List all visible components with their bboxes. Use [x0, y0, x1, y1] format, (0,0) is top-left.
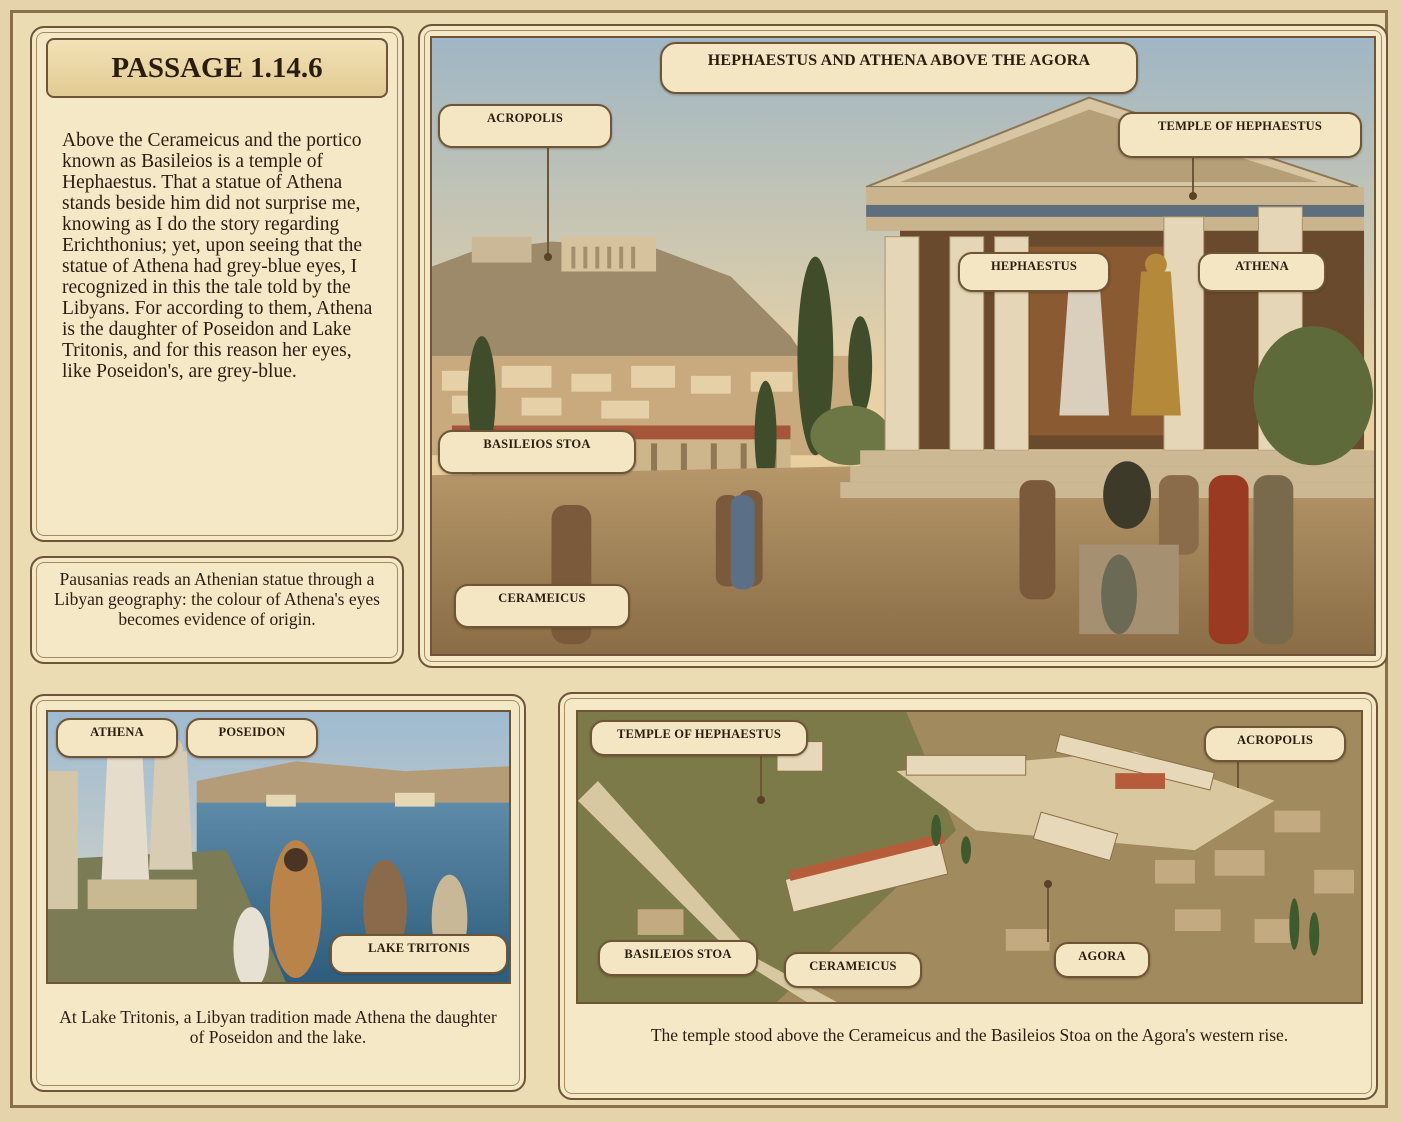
- lake-label-poseidon: POSEIDON: [186, 718, 318, 758]
- temple-leader-line: [1192, 156, 1194, 196]
- temple-marker: [1189, 192, 1197, 200]
- passage-note: Pausanias reads an Athenian statue through a Libyan geography: the colour of Athena's eyes becomes evidence of origin.: [54, 569, 380, 629]
- main-scene-title: HEPHAESTUS AND ATHENA ABOVE THE AGORA: [660, 42, 1138, 94]
- map-temple-leader-line: [760, 754, 762, 800]
- acropolis-marker: [544, 253, 552, 261]
- map-agora-marker: [1044, 880, 1052, 888]
- passage-text: Above the Cerameicus and the portico known as Basileios is a temple of Hephaestus. That a statue of Athena stands beside him did not surprise me, knowing as I do the story regarding Erichthonius; yet, upon seeing that the statue of Athena had grey-blue eyes, I recognized in this the tale told by the Libyans. For according to them, Athena is the daughter of Poseidon and Lake Tritonis, and for this reason her eyes, like Poseidon's, are grey-blue.: [62, 130, 373, 382]
- label-cerameicus: CERAMEICUS: [454, 584, 630, 628]
- lake-label-lake-tritonis: LAKE TRITONIS: [330, 934, 508, 974]
- lake-caption: At Lake Tritonis, a Libyan tradition made Athena the daughter of Poseidon and the lake.: [59, 1007, 497, 1047]
- label-temple-of-hephaestus: TEMPLE OF HEPHAESTUS: [1118, 112, 1362, 158]
- label-acropolis: ACROPOLIS: [438, 104, 612, 148]
- map-temple-marker: [757, 796, 765, 804]
- map-label-cerameicus: CERAMEICUS: [784, 952, 922, 988]
- passage-title: PASSAGE 1.14.6: [46, 38, 388, 98]
- map-acropolis-leader-line: [1237, 760, 1239, 788]
- label-basileios-stoa: BASILEIOS STOA: [438, 430, 636, 474]
- map-label-acropolis: ACROPOLIS: [1204, 726, 1346, 762]
- lake-label-athena: ATHENA: [56, 718, 178, 758]
- map-label-temple-of-hephaestus: TEMPLE OF HEPHAESTUS: [590, 720, 808, 756]
- acropolis-leader-line: [547, 148, 549, 256]
- map-agora-leader-line: [1047, 884, 1049, 942]
- map-label-basileios-stoa: BASILEIOS STOA: [598, 940, 758, 976]
- label-hephaestus: HEPHAESTUS: [958, 252, 1110, 292]
- label-athena: ATHENA: [1198, 252, 1326, 292]
- map-caption: The temple stood above the Cerameicus and the Basileios Stoa on the Agora's western rise.: [650, 1025, 1289, 1045]
- map-label-agora: AGORA: [1054, 942, 1150, 978]
